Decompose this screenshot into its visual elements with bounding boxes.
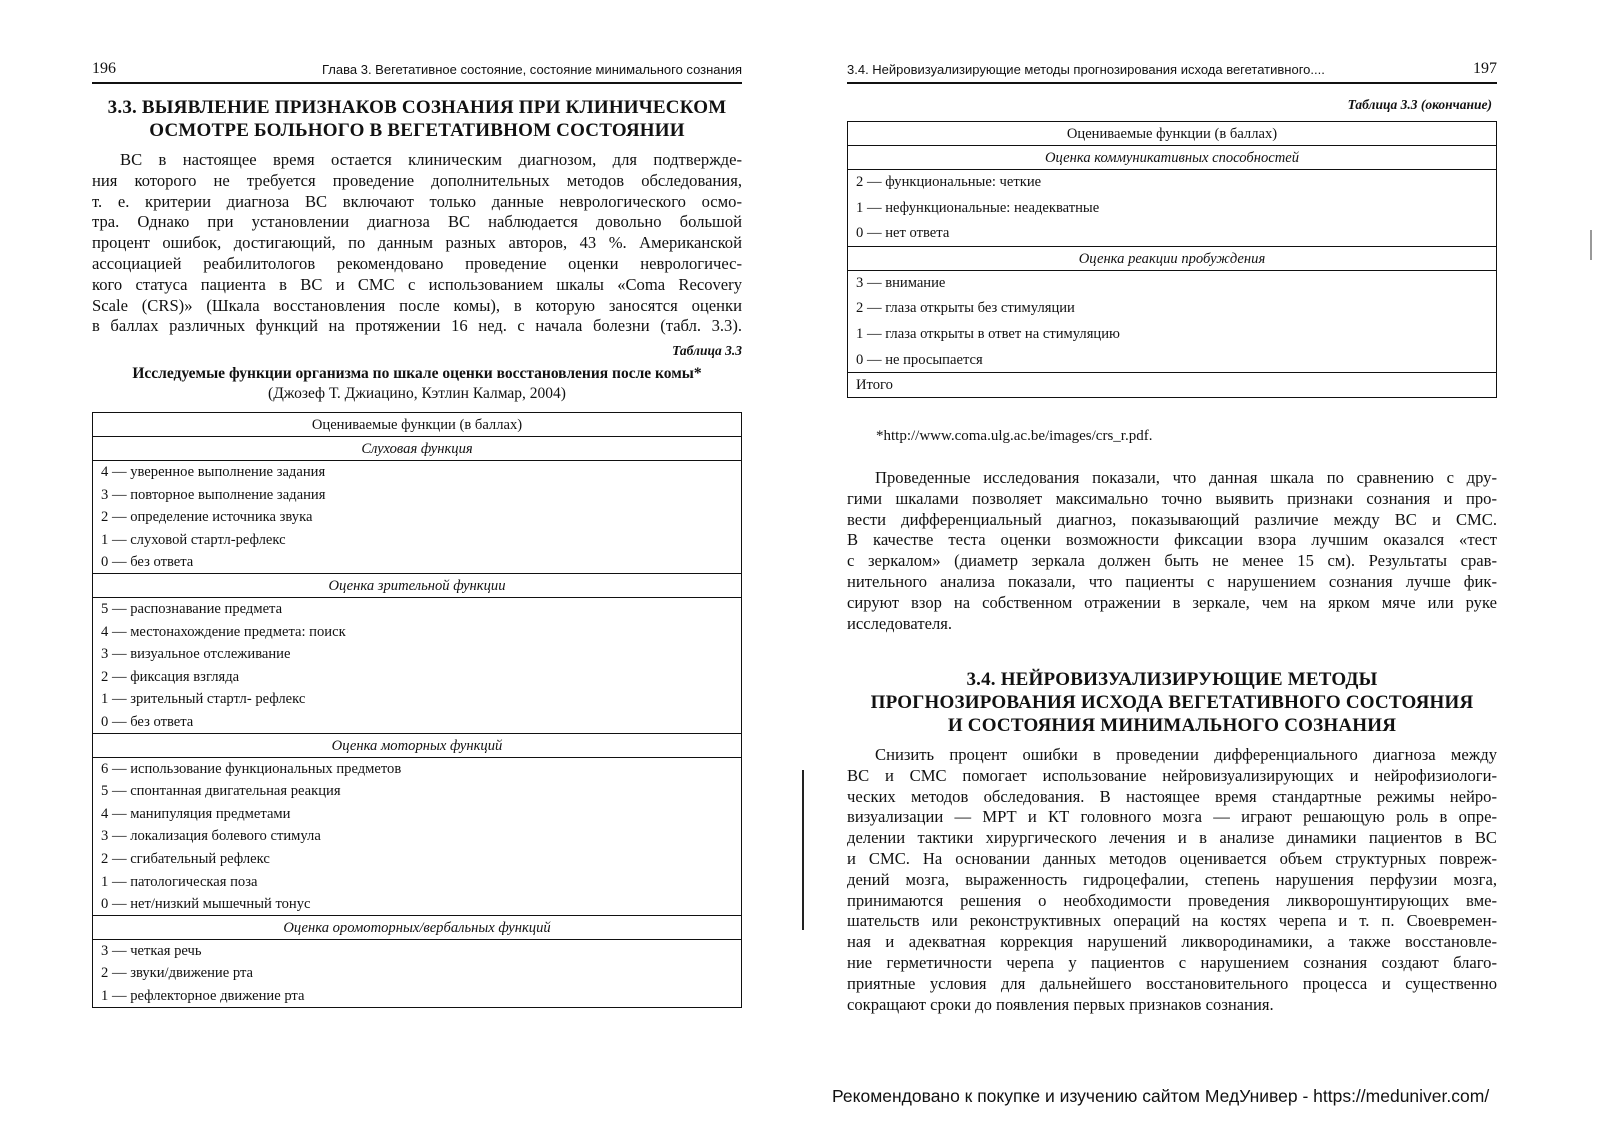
paragraph-line: визуализации — МРТ и КТ головного мозга — играют решающую роль в опре-: [847, 807, 1497, 827]
table-group-heading: Оценка реакции пробуждения: [848, 247, 1496, 271]
table-row: 2 — фиксация взгляда: [101, 668, 240, 685]
table-caption-left: Таблица 3.3: [672, 343, 742, 358]
paragraph-line: процент ошибок, достигающий, по данным разных авторов, 43 %. Американской: [92, 233, 742, 253]
table-row: 4 — манипуляция предметами: [101, 805, 291, 822]
table-row: 1 — слуховой стартл-рефлекс: [101, 531, 286, 548]
paragraph-line: сокращают сроки до появления первых признаков сознания.: [847, 994, 1274, 1014]
table-group-heading: Оценка коммуникативных способностей: [848, 146, 1496, 170]
paragraph-line: и СМС. На основании данных методов оценивается объем структурных повреж-: [847, 848, 1497, 868]
table-row: 3 — визуальное отслеживание: [101, 646, 291, 663]
table-row: 1 — нефункциональные: неадекватные: [856, 199, 1100, 216]
section-title-line: 3.3. ВЫЯВЛЕНИЕ ПРИЗНАКОВ СОЗНАНИЯ ПРИ КЛИНИЧЕСКОМ: [107, 97, 727, 118]
paragraph-line: ВС в настоящее время остается клиническим диагнозом, для подтвержде-: [120, 150, 742, 169]
table-row: 6 — использование функциональных предметов: [101, 760, 402, 777]
paragraph-line: делении тактики хирургического лечения и в анализе динамики пациентов в ВС: [847, 828, 1497, 848]
table-row: 1 — патологическая поза: [101, 873, 258, 890]
crs-table-part1: [92, 412, 742, 1008]
table-row: 3 — локализация болевого стимула: [101, 828, 321, 845]
table-row: 0 — не просыпается: [848, 348, 1496, 374]
paragraph-line: кого статуса пациента в ВС и СМС с использованием шкалы «Coma Recovery: [92, 274, 742, 294]
table-row: 4 — уверенное выполнение задания: [101, 464, 326, 480]
table-row: 3 — внимание: [856, 274, 946, 291]
table-group-heading: Оценка оромоторных/вербальных функций: [93, 916, 741, 940]
table-header: Оцениваемые функции (в баллах): [848, 122, 1496, 146]
intro-paragraph: [92, 150, 742, 337]
table-footnote: *http://www.coma.ulg.ac.be/images/crs_r.pdf.: [876, 428, 1153, 444]
table-row: 2 — сгибательный рефлекс: [101, 850, 270, 867]
paragraph-line: тра. Однако при установлении диагноза ВС наблюдается довольно большой: [92, 212, 742, 232]
page-number-right: 197: [1473, 60, 1497, 77]
section-title-3-4: [847, 668, 1497, 737]
table-header: Оцениваемые функции (в баллах): [93, 413, 741, 437]
table-row: 4 — местонахождение предмета: поиск: [101, 623, 346, 640]
section-title-line: ПРОГНОЗИРОВАНИЯ ИСХОДА ВЕГЕТАТИВНОГО СОСТОЯНИЯ: [870, 692, 1474, 713]
paragraph-line: В качестве теста оценки возможности фиксации взора лучшим оказался «тест: [847, 530, 1497, 550]
table-row: 1 — рефлекторное движение рта: [101, 987, 305, 1004]
paragraph-line: дений мозга, выраженность гидроцефалии, степень нарушения перфузии мозга,: [847, 869, 1497, 889]
paragraph-line: ние герметичности черепа у пациентов с нарушением сознания создают благо-: [847, 952, 1497, 972]
section-title-line: И СОСТОЯНИЯ МИНИМАЛЬНОГО СОЗНАНИЯ: [947, 715, 1397, 736]
scan-edge-mark: [1590, 230, 1592, 260]
table-row: 1 — глаза открыты в ответ на стимуляцию: [856, 325, 1120, 342]
table-total-row: Итого: [856, 377, 893, 394]
neuroimaging-paragraph: [847, 745, 1497, 1015]
running-head-left: Глава 3. Вегетативное состояние, состояние минимального сознания: [322, 62, 742, 77]
page-number-left: 196: [92, 60, 116, 77]
crs-table-part2: [847, 121, 1497, 398]
section-title-line: 3.4. НЕЙРОВИЗУАЛИЗИРУЮЩИЕ МЕТОДЫ: [966, 669, 1378, 690]
section-title-3-3: [92, 96, 742, 142]
paragraph-line: Scale (CRS)» (Шкала восстановления после комы), в которую заносятся оценки: [92, 295, 742, 315]
paragraph-line: сируют взор на собственном отражении в зеркале, чем на ярком мяче или руке: [847, 592, 1497, 612]
table-title: [92, 364, 742, 404]
running-header-left: [92, 60, 742, 84]
table-subtitle: (Джозеф Т. Джиацино, Кэтлин Калмар, 2004): [268, 385, 566, 402]
table-row: 2 — глаза открыты без стимуляции: [856, 300, 1075, 317]
paragraph-line: Снизить процент ошибки в проведении дифференциального диагноза между: [875, 745, 1497, 764]
paragraph-line: шательств или реконструктивных операций на костях черепа и т. п. Своевремен-: [847, 911, 1497, 931]
table-row: 3 — четкая речь: [101, 942, 202, 959]
running-head-right: 3.4. Нейровизуализирующие методы прогнозирования исхода вегетативного....: [847, 62, 1325, 77]
paragraph-line: гими шкалами позволяет максимально точно выявить признаки сознания и про-: [847, 488, 1497, 508]
table-row: 0 — нет/низкий мышечный тонус: [93, 893, 741, 916]
section-title-line: ОСМОТРЕ БОЛЬНОГО В ВЕГЕТАТИВНОМ СОСТОЯНИИ: [149, 120, 685, 141]
paragraph-line: с зеркалом» (диаметр зеркала должен быть не менее 15 см). Результаты срав-: [847, 551, 1497, 571]
table-title-text: Исследуемые функции организма по шкале оценки восстановления после комы*: [132, 365, 702, 382]
watermark-footer: Рекомендовано к покупке и изучению сайтом МедУнивер - https://meduniver.com/: [832, 1086, 1490, 1106]
table-row: 3 — повторное выполнение задания: [101, 486, 326, 503]
paragraph-line: ческих методов обследования. В настоящее время стандартные режимы нейро-: [847, 786, 1497, 806]
paragraph-line: ассоциацией реабилитологов рекомендовано проведение оценки неврологичес-: [92, 253, 742, 273]
paragraph-line: ВС и СМС помогает использование нейровизуализирующих и нейрофизиологи-: [847, 765, 1497, 785]
table-row: 1 — зрительный стартл- рефлекс: [101, 691, 306, 708]
paragraph-line: принимаются решения о необходимости проведения ликворошунтирующих вме-: [847, 890, 1497, 910]
scan-margin-mark: [802, 770, 804, 930]
paragraph-line: Проведенные исследования показали, что данная шкала по сравнению с дру-: [875, 468, 1497, 487]
table-row: 2 — определение источника звука: [101, 509, 313, 526]
table-row: 0 — без ответа: [93, 711, 741, 734]
paragraph-line: т. е. критерии диагноза ВС включают только данные неврологического осмо-: [92, 191, 742, 211]
paragraph-line: в баллах различных функций на протяжении 16 нед. с начала болезни (табл. 3.3).: [92, 316, 742, 336]
running-header-right: [847, 60, 1497, 84]
table-row: 5 — спонтанная двигательная реакция: [101, 783, 341, 800]
table-group-heading: Оценка моторных функций: [93, 734, 741, 758]
paragraph-line: нительного анализа показали, что пациенты с нарушением сознания лучше фик-: [847, 571, 1497, 591]
table-row: 0 — нет ответа: [848, 221, 1496, 247]
table-group-heading: Слуховая функция: [93, 437, 741, 461]
table-row: 2 — звуки/движение рта: [101, 965, 253, 982]
table-row: 0 — без ответа: [93, 551, 741, 574]
paragraph-line: исследователя.: [847, 613, 953, 633]
paragraph-line: приятные условия для дальнейшего восстановительного процесса и существенно: [847, 973, 1497, 993]
paragraph-line: вести дифференциальный диагноз, показывающий различие между ВС и СМС.: [847, 509, 1497, 529]
paragraph-line: ния которого не требуется проведение дополнительных методов обследования,: [92, 170, 742, 190]
table-caption-right: Таблица 3.3 (окончание): [1347, 97, 1492, 112]
table-row: 5 — распознавание предмета: [101, 600, 283, 617]
table-row: 2 — функциональные: четкие: [856, 174, 1042, 190]
results-paragraph: [847, 468, 1497, 634]
paragraph-line: ная и адекватная коррекция нарушений ликвородинамики, а также восстановле-: [847, 932, 1497, 952]
table-group-heading: Оценка зрительной функции: [93, 574, 741, 598]
